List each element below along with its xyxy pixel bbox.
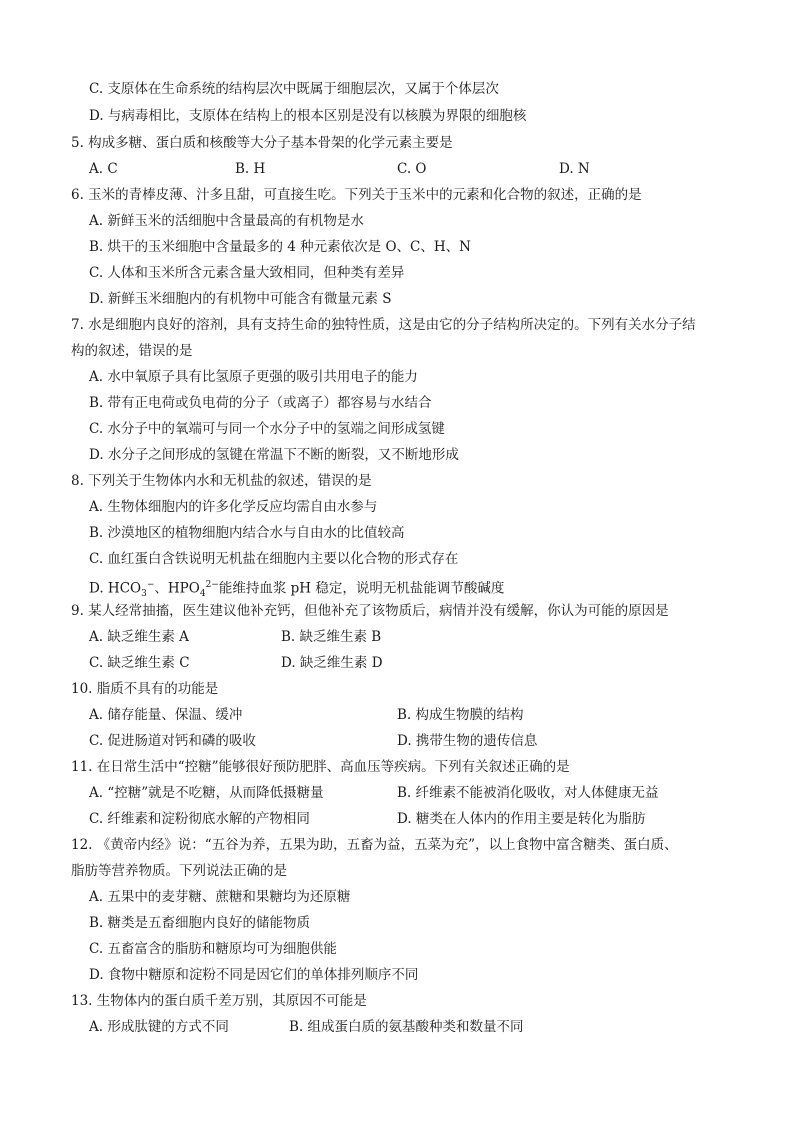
- q11-option-d: D. 糖类在人体内的作用主要是转化为脂肪: [397, 811, 646, 827]
- q13-option-a: A. 形成肽键的方式不同: [89, 1019, 229, 1035]
- q8-d-mid: 、HPO: [154, 580, 200, 597]
- q8-d-prefix: D. HCO: [89, 580, 142, 597]
- q9-option-c: C. 缺乏维生素 C: [89, 655, 190, 671]
- q12-stem-line2: 脂肪等营养物质。下列说法正确的是: [71, 863, 287, 879]
- q5-option-a: A. C: [89, 161, 118, 177]
- q7-stem-line2: 构的叙述，错误的是: [71, 343, 193, 359]
- q12-option-b: B. 糖类是五畜细胞内良好的储能物质: [89, 915, 311, 931]
- q5-option-d: D. N: [559, 161, 590, 177]
- q9-stem: 9. 某人经常抽搐，医生建议他补充钙，但他补充了该物质后，病情并没有缓解，你认为可能的原因是: [71, 603, 669, 619]
- q12-stem-line1: 12. 《黄帝内经》说：“五谷为养，五果为助，五畜为益，五菜为充”，以上食物中富含糖类、蛋白质、: [71, 837, 678, 853]
- q8-option-c: C. 血红蛋白含铁说明无机盐在细胞内主要以化合物的形式存在: [89, 551, 459, 567]
- q8-option-d: [89, 576, 505, 600]
- q5-option-b: B. H: [235, 161, 266, 177]
- q10-option-d: D. 携带生物的遗传信息: [397, 733, 538, 749]
- q7-option-b: B. 带有正电荷或负电荷的分子（或离子）都容易与水结合: [89, 395, 432, 411]
- q9-option-d: D. 缺乏维生素 D: [281, 655, 383, 671]
- q8-stem: 8. 下列关于生物体内水和无机盐的叙述，错误的是: [71, 473, 372, 489]
- q8-d-sup2: 2−: [205, 580, 219, 590]
- q5-stem: 5. 构成多糖、蛋白质和核酸等大分子基本骨架的化学元素主要是: [71, 135, 453, 151]
- q8-d-sup1: −: [146, 580, 155, 590]
- q6-option-c: C. 人体和玉米所含元素含量大致相同，但种类有差异: [89, 265, 405, 281]
- q11-option-a: A. “控糖”就是不吃糖，从而降低摄糖量: [89, 785, 324, 801]
- q13-option-b: B. 组成蛋白质的氨基酸种类和数量不同: [289, 1019, 524, 1035]
- q7-option-d: D. 水分子之间形成的氢键在常温下不断的断裂，又不断地形成: [89, 447, 459, 463]
- q9-option-a: A. 缺乏维生素 A: [89, 629, 189, 645]
- q13-stem: 13. 生物体内的蛋白质千差万别，其原因不可能是: [71, 993, 367, 1009]
- q6-option-b: B. 烘干的玉米细胞中含量最多的 4 种元素依次是 O、C、H、N: [89, 239, 471, 255]
- q6-stem: 6. 玉米的青棒皮薄、汁多且甜，可直接生吃。下列关于玉米中的元素和化合物的叙述，正确的是: [71, 187, 642, 203]
- q8-option-b: B. 沙漠地区的植物细胞内结合水与自由水的比值较高: [89, 525, 405, 541]
- q6-option-a: A. 新鲜玉米的活细胞中含量最高的有机物是水: [89, 213, 364, 229]
- q10-stem: 10. 脂质不具有的功能是: [71, 681, 219, 697]
- q4-option-d: D. 与病毒相比，支原体在结构上的根本区别是没有以核膜为界限的细胞核: [89, 108, 527, 124]
- q8-option-a: A. 生物体细胞内的许多化学反应均需自由水参与: [89, 499, 378, 515]
- q11-option-b: B. 纤维素不能被消化吸收，对人体健康无益: [397, 785, 659, 801]
- q10-option-a: A. 储存能量、保温、缓冲: [89, 707, 243, 723]
- q12-option-d: D. 食物中糖原和淀粉不同是因它们的单体排列顺序不同: [89, 967, 419, 983]
- q10-option-b: B. 构成生物膜的结构: [397, 707, 524, 723]
- q8-d-sub2: 4: [199, 589, 206, 600]
- q7-stem-line1: 7. 水是细胞内良好的溶剂，具有支持生命的独特性质，这是由它的分子结构所决定的。下列有关水分子结: [71, 317, 696, 333]
- q8-d-sub1: 3: [141, 589, 147, 600]
- q10-option-c: C. 促进肠道对钙和磷的吸收: [89, 733, 256, 749]
- q12-option-c: C. 五畜富含的脂肪和糖原均可为细胞供能: [89, 941, 337, 957]
- q12-option-a: A. 五果中的麦芽糖、蔗糖和果糖均为还原糖: [89, 889, 351, 905]
- q9-option-b: B. 缺乏维生素 B: [281, 629, 382, 645]
- q8-d-suffix: 能维持血浆 pH 稳定，说明无机盐能调节酸碱度: [218, 580, 505, 597]
- q6-option-d: D. 新鲜玉米细胞内的有机物中可能含有微量元素 S: [89, 291, 392, 307]
- q4-option-c: C. 支原体在生命系统的结构层次中既属于细胞层次，又属于个体层次: [89, 81, 499, 97]
- q11-stem: 11. 在日常生活中“控糖”能够很好预防肥胖、高血压等疾病。下列有关叙述正确的是: [71, 759, 570, 775]
- q7-option-a: A. 水中氧原子具有比氢原子更强的吸引共用电子的能力: [89, 369, 418, 385]
- q11-option-c: C. 纤维素和淀粉彻底水解的产物相同: [89, 811, 310, 827]
- q7-option-c: C. 水分子中的氧端可与同一个水分子中的氢端之间形成氢键: [89, 421, 445, 437]
- q5-option-c: C. O: [397, 161, 427, 177]
